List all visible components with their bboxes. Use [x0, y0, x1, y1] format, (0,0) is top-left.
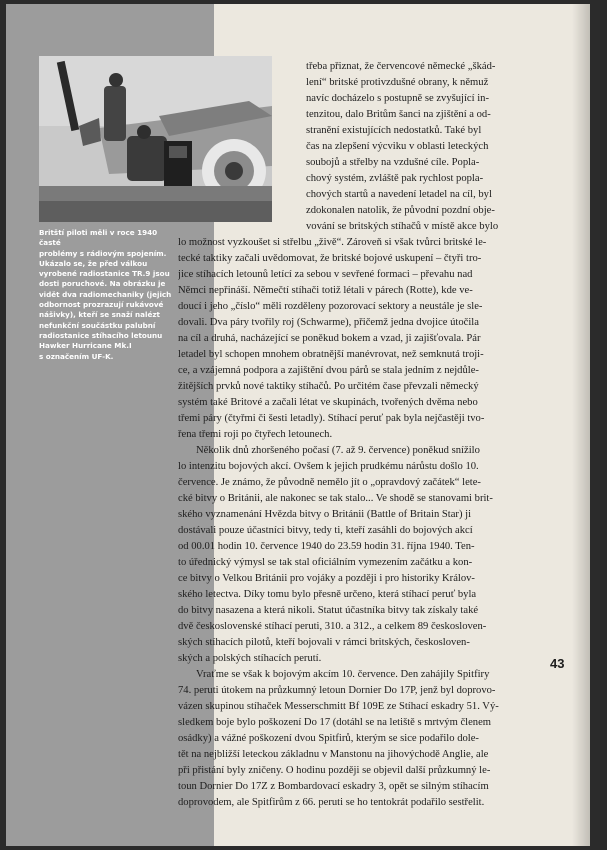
text-line: tenzitou, dalo Britům šanci na zjištění a od- — [306, 109, 491, 120]
text-line: třeba přiznat, že červencové německé „škád- — [306, 61, 496, 72]
text-line: vování se britských stíhačů v místě akce bylo — [306, 221, 499, 232]
text-line: ce, a vzájemná podpora a zajištění dvou párů se stala jedním z nejdůle- — [178, 365, 479, 376]
caption-line: problémy s rádiovým spojením. — [39, 248, 167, 258]
book-page — [6, 4, 590, 846]
caption-line: nášivky), kteří se snaží nalézt — [39, 310, 160, 320]
text-line: ských a polských stíhacích perutí. — [178, 653, 322, 664]
page-number: 43 — [550, 656, 565, 671]
caption-line: radiostanice stíhacího letounu — [39, 330, 163, 340]
text-line: dovali. Dva páry tvořily roj (Schwarme), přičemž jedna dvojice útočila — [178, 317, 479, 328]
text-line: soubojů a střelby na vzdušné cíle. Popla- — [306, 157, 480, 168]
text-line: stranění existujících nedostatků. Také byl — [306, 125, 482, 136]
text-line: do bitvy nasazena a která nikoli. Statut účastníka bitvy tak získaly také — [178, 605, 479, 616]
text-line: čas na zlepšení výcviku v oblasti leteckých — [306, 141, 489, 152]
photo-caption — [39, 228, 179, 362]
caption-line: vidět dva radiomechaniky (jejich — [39, 289, 172, 299]
text-line: doucí i jeho „číslo“ měli rozděleny pozorovací sektory a neustále je sle- — [178, 301, 483, 312]
text-line: července. Je známo, že původně nemělo jít o „opravdový začátek“ lete- — [178, 477, 481, 488]
text-line: jice stíhacích letounů letící za sebou v sevřené formaci – převahu nad — [178, 269, 473, 280]
text-line: vázen skupinou stíhaček Messerschmitt Bf 109E ze Stíhací eskadry 51. Vý- — [178, 701, 499, 712]
text-line: tecké taktiky začali uvědomovat, že britské bojové uskupení – čtyři tro- — [178, 253, 482, 264]
text-line: lo intenzitu bojových akcí. Ovšem k jejich prudkému nárůstu došlo 10. — [178, 461, 479, 472]
text-line: žitějších prvků nové taktiky stíhačů. Po určitém čase převzali německý — [178, 381, 479, 392]
text-line: doprovodem, ale Spitfirům z 66. peruti se ho tentokrát podařilo sestřelit. — [178, 797, 485, 808]
text-line: Několik dnů zhoršeného počasí (7. až 9. července) poněkud snížilo — [196, 445, 480, 456]
text-line: toun Dornier Do 17Z z Bombardovací eskadry 3, opět se silným stíhacím — [178, 781, 489, 792]
text-line: chový systém, zvláště pak rychlost popla- — [306, 173, 484, 184]
text-line: Němci nepřináší. Němečtí stíhači totiž létali v párech (Rotte), kde ve- — [178, 285, 473, 296]
text-line: od 00.01 hodin 10. července 1940 do 23.59 hodin 31. října 1940. Ten- — [178, 541, 475, 552]
historical-photo — [39, 56, 272, 222]
text-line: lení“ britské protivzdušné obrany, k němuž — [306, 77, 489, 88]
text-line: chových startů a navedení letadel na cíl, byl — [306, 189, 492, 200]
caption-line: Britští piloti měli v roce 1940 časté — [39, 228, 158, 248]
text-line: na cíl a druhá, nacházející se poněkud bokem a vzad, ji zajišťovala. Pár — [178, 333, 481, 344]
caption-line: s označením UF-K. — [39, 351, 114, 361]
text-line: tět na nejbližší leteckou základnu v Manstonu na jihovýchodě Anglie, ale — [178, 749, 489, 760]
text-line: Vraťme se však k bojovým akcím 10. července. Den zahájily Spitfiry — [196, 669, 490, 680]
text-line: dostávali pouze účastníci bitvy, tedy ti, kteří zasáhli do bojových akcí — [178, 525, 473, 536]
text-line: při přistání byly zničeny. O hodinu později se objevil další průzkumný le- — [178, 765, 491, 776]
text-line: letadel byl schopen mnohem obratnější manévrovat, než semknutá troji- — [178, 349, 484, 360]
text-line: zdokonalen natolik, že původní pozdní obje- — [306, 205, 495, 216]
text-line: cké bitvy o Británii, ale nakonec se tak stalo... Ve shodě se stanovami brit- — [178, 493, 493, 504]
caption-line: dosti poruchové. Na obrázku je — [39, 279, 166, 289]
page-edge-shadow — [572, 4, 590, 846]
text-line: 74. peruti útokem na průzkumný letoun Dornier Do 17P, jenž byl doprovo- — [178, 685, 496, 696]
text-line: dvě československé stíhací peruti, 310. a 312., a celkem 89 českosloven- — [178, 621, 487, 632]
text-line: to úřednický výmysl se tak stal oficiálním vymezením začátku a kon- — [178, 557, 473, 568]
text-line: třemi páry (čtyřmi či šesti letadly). Stíhací peruť pak byla nejčastěji tvo- — [178, 413, 485, 424]
body-text-narrow-column — [306, 59, 550, 235]
caption-line: Hawker Hurricane Mk.I — [39, 341, 132, 351]
text-line: navíc docházelo s postupně se zvyšující in- — [306, 93, 489, 104]
text-line: ských stíhacích pilotů, kteří bojovali v rámci britských, českosloven- — [178, 637, 470, 648]
body-text-wide-column — [178, 235, 550, 811]
text-line: sledkem boje bylo poškození Do 17 (dotáhl se na letiště s mrtvým členem — [178, 717, 492, 728]
text-line: osádky) a vážné poškození dvou Spitfirů, kterým se sice podařilo dole- — [178, 733, 479, 744]
caption-line: odbornost prozrazují rukávové — [39, 300, 164, 310]
text-line: ce bitvy o Velkou Británii pro vojáky a později i pro historiky Králov- — [178, 573, 475, 584]
text-line: systém také Britové a začali létat ve skupinách, tvořených dvěma nebo — [178, 397, 478, 408]
text-line: lo možnost vyzkoušet si střelbu „živě“. Zároveň si však tvůrci britské le- — [178, 237, 487, 248]
caption-line: vyrobené radiostanice TR.9 jsou — [39, 269, 170, 279]
caption-line: Ukázalo se, že před válkou — [39, 258, 148, 268]
text-line: ského letectva. Díky tomu bylo přesně určeno, která stíhací peruť byla — [178, 589, 477, 600]
caption-line: nefunkční součástku palubní — [39, 320, 156, 330]
text-line: ského vyznamenání Hvězda bitvy o Británii (Battle of Britain Star) ji — [178, 509, 472, 520]
text-line: řena třemi roji po čtyřech letounech. — [178, 429, 333, 440]
